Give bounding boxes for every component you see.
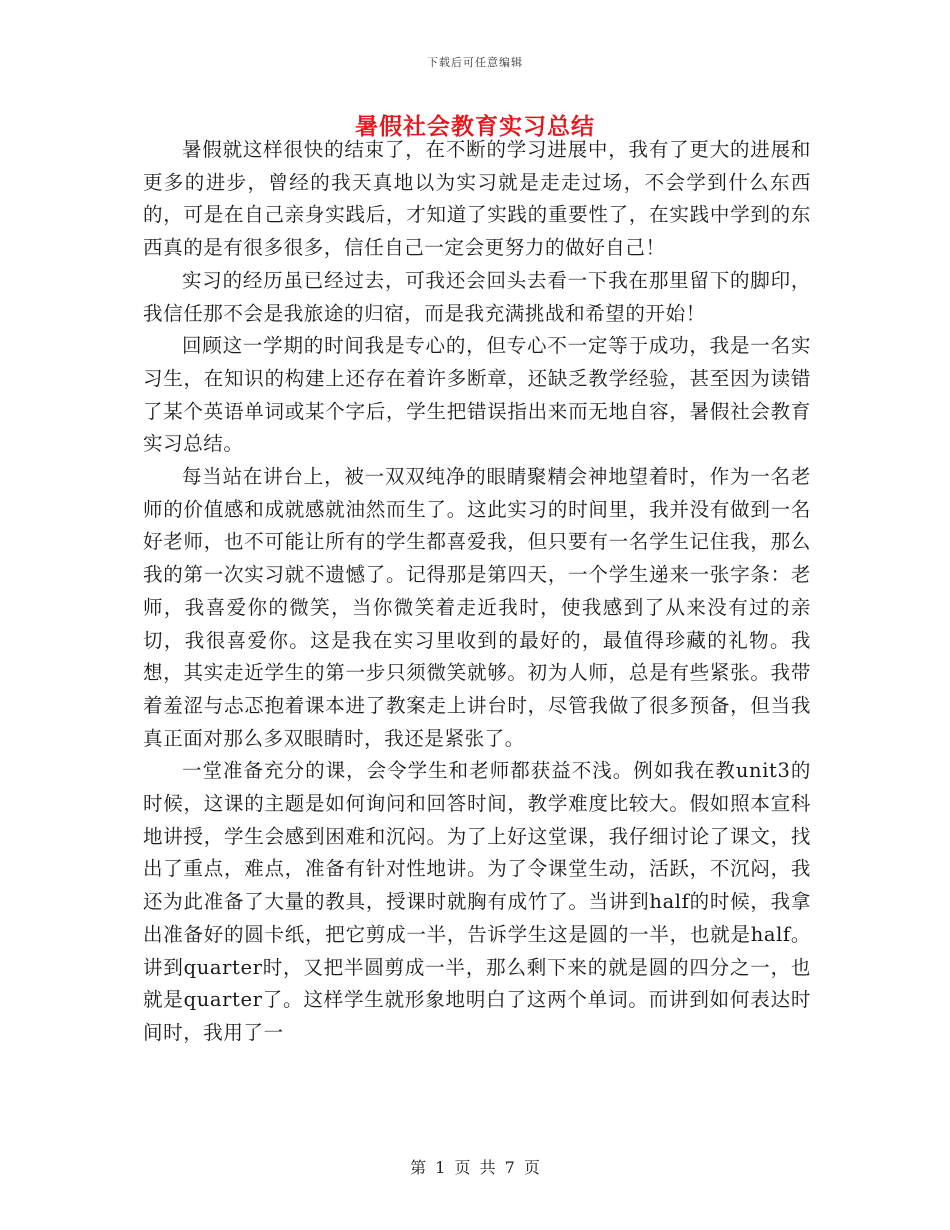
body-paragraph: 实习的经历虽已经过去，可我还会回头去看一下我在那里留下的脚印，我信任那不会是我旅途的归宿，而是我充满挑战和希望的开始！ — [143, 268, 811, 325]
page-header-note: 下载后可任意编辑 — [427, 56, 523, 69]
document-title: 暑假社会教育实习总结 — [355, 113, 595, 140]
document-body — [143, 134, 811, 1050]
page-number-footer: 第 1 页 共 7 页 — [410, 1158, 540, 1177]
body-paragraph: 一堂准备充分的课，会令学生和老师都获益不浅。例如我在教unit3的时候，这课的主题是如何询问和回答时间，教学难度比较大。假如照本宣科地讲授，学生会感到困难和沉闷。为了上好这堂课，我仔细讨论了课文，找出了重点，难点，准备有针对性地讲。为了令课堂生动，活跃，不沉闷，我还为此准备了大量的教具，授课时就胸有成竹了。当讲到half的时候，我拿出准备好的圆卡纸，把它剪成一半，告诉学生这是圆的一半，也就是half。讲到quarter时，又把半圆剪成一半，那么剩下来的就是圆的四分之一，也就是quarter了。这样学生就形象地明白了这两个单词。而讲到如何表达时间时，我用了一 — [143, 759, 811, 1044]
body-paragraph: 每当站在讲台上，被一双双纯净的眼睛聚精会神地望着时，作为一名老师的价值感和成就感就油然而生了。这此实习的时间里，我并没有做到一名好老师，也不可能让所有的学生都喜爱我，但只要有一名学生记住我，那么我的第一次实习就不遗憾了。记得那是第四天，一个学生递来一张字条：老师，我喜爱你的微笑，当你微笑着走近我时，使我感到了从来没有过的亲切，我很喜爱你。这是我在实习里收到的最好的，最值得珍藏的礼物。我想，其实走近学生的第一步只须微笑就够。初为人师，总是有些紧张。我带着羞涩与忐忑抱着课本进了教案走上讲台时，尽管我做了很多预备，但当我真正面对那么多双眼睛时，我还是紧张了。 — [143, 465, 811, 750]
body-paragraph: 暑假就这样很快的结束了，在不断的学习进展中，我有了更大的进展和更多的进步，曾经的我天真地以为实习就是走走过场，不会学到什么东西的，可是在自己亲身实践后，才知道了实践的重要性了，在实践中学到的东西真的是有很多很多，信任自己一定会更努力的做好自己！ — [143, 138, 811, 260]
body-paragraph: 回顾这一学期的时间我是专心的，但专心不一定等于成功，我是一名实习生，在知识的构建上还存在着许多断章，还缺乏教学经验，甚至因为读错了某个英语单词或某个字后，学生把错误指出来而无地自容，暑假社会教育实习总结。 — [143, 334, 811, 456]
